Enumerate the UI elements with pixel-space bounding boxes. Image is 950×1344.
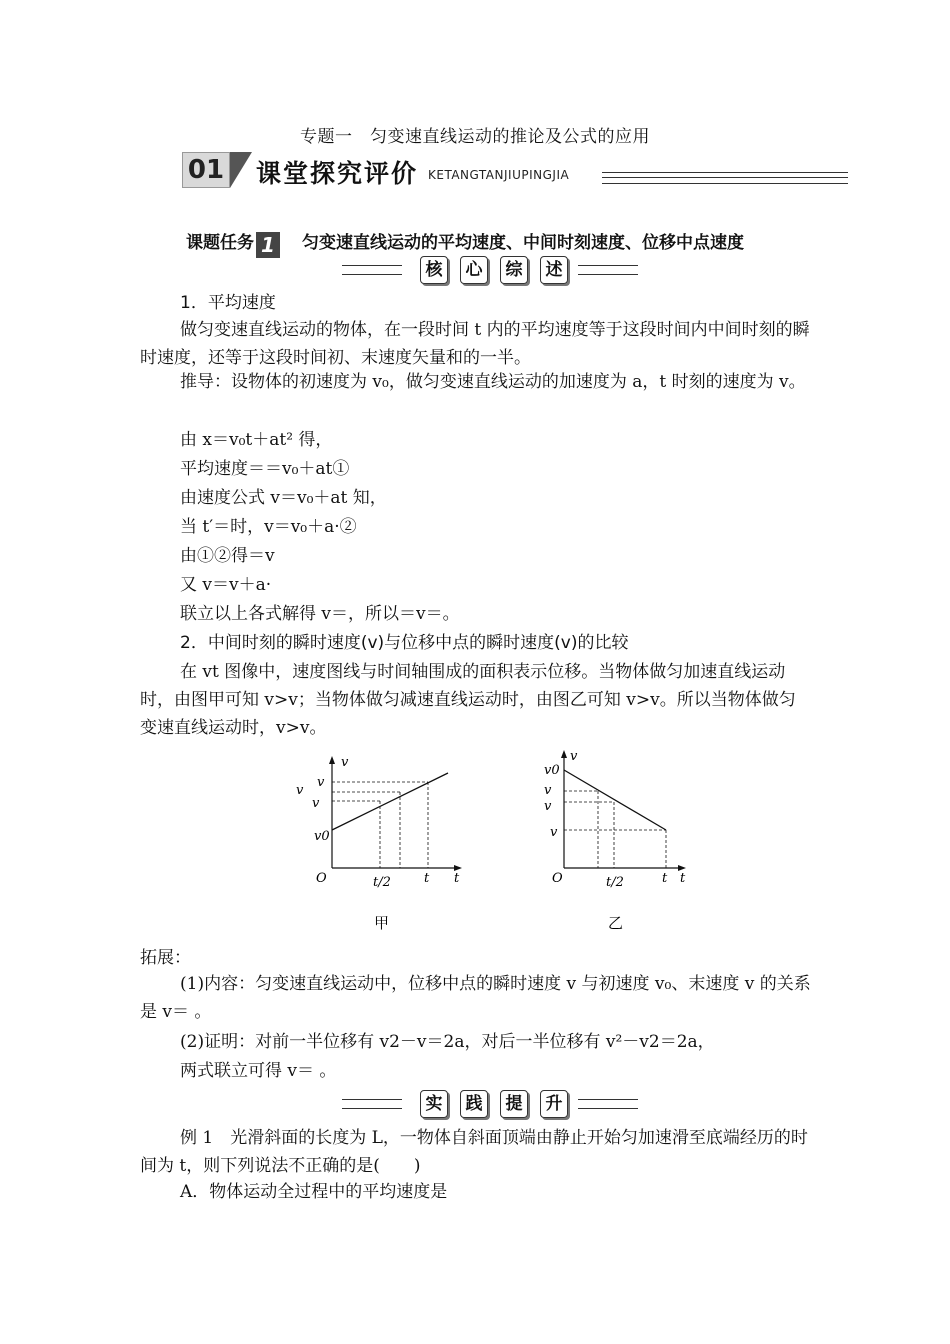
origin-label: O — [316, 871, 327, 886]
label-v-x2: v — [544, 783, 552, 798]
caption-jia: 甲 — [374, 914, 390, 932]
label-t-half: t/2 — [373, 875, 391, 890]
section-char: 核 — [420, 256, 448, 284]
label-v-t2: v — [312, 796, 320, 811]
label-v-x2: v — [296, 783, 304, 798]
paragraph: 在 vt 图像中，速度图线与时间轴围成的面积表示位移。当物体做匀加速直线运动时，由图甲可知 v>v；当物体做匀减速直线运动时，由图乙可知 v>v。所以当物体做匀变速直线运动时，v>v。 — [140, 662, 796, 738]
banner-triangle — [230, 152, 252, 188]
banner-label: 课堂探究评价 — [256, 159, 419, 188]
option-a: A．物体运动全过程中的平均速度是 — [180, 1182, 448, 1202]
label-v-t2: v — [544, 799, 552, 814]
paragraph: 推导：设物体的初速度为 v₀，做匀变速直线运动的加速度为 a，t 时刻的速度为 v。 — [180, 372, 806, 392]
label-t-half: t/2 — [606, 875, 624, 890]
section-header-practice — [342, 1090, 642, 1120]
axis-label-v: v — [570, 749, 578, 764]
heading-comparison: 2．中间时刻的瞬时速度(v)与位移中点的瞬时速度(v)的比较 — [180, 633, 629, 653]
section-rule-right — [578, 265, 638, 275]
formula-line: 由 x＝v₀t＋at² 得， — [180, 430, 333, 450]
task-text: 匀变速直线运动的平均速度、中间时刻速度、位移中点速度 — [302, 233, 744, 253]
paragraph: (2)证明：对前一半位移有 v2－v＝2a，对后一半位移有 v²－v2＝2a， — [180, 1032, 715, 1052]
page-title: 专题一 匀变速直线运动的推论及公式的应用 — [300, 127, 650, 147]
formula-line: 联立以上各式解得 v＝，所以＝v＝。 — [180, 604, 460, 624]
section-header-core — [342, 256, 642, 286]
label-v0: v0 — [314, 829, 330, 844]
section-char: 心 — [460, 256, 488, 284]
section-char: 升 — [540, 1090, 568, 1118]
figure-jia — [296, 755, 462, 932]
section-rule-left — [342, 1099, 402, 1109]
formula-line: 平均速度＝＝v₀＋at① — [180, 459, 350, 479]
section-rule-right — [578, 1099, 638, 1109]
formula-line: 又 v＝v＋a· — [180, 575, 272, 595]
task-prefix: 课题任务 — [186, 233, 254, 253]
task-badge: 1 — [256, 232, 280, 258]
axis-label-v: v — [341, 755, 349, 770]
banner-pinyin: KETANGTANJIUPINGJIA — [428, 168, 570, 182]
axis-label-t: t — [454, 871, 460, 886]
label-v: v — [317, 775, 325, 790]
heading-extension: 拓展： — [140, 948, 191, 968]
paragraph: (1)内容：匀变速直线运动中，位移中点的瞬时速度 v 与初速度 v₀、末速度 v 的关系是 v＝ 。 — [140, 974, 811, 1022]
section-rule-left — [342, 265, 402, 275]
origin-label: O — [552, 871, 563, 886]
section-char: 提 — [500, 1090, 528, 1118]
vt-figures — [286, 744, 704, 944]
example-question: 例 1 光滑斜面的长度为 L，一物体自斜面顶端由静止开始匀加速滑至底端经历的时间为 t，则下列说法不正确的是( ) — [140, 1128, 808, 1176]
label-v0: v0 — [544, 763, 560, 778]
label-t-end: t — [662, 871, 668, 886]
caption-yi: 乙 — [608, 914, 624, 932]
section-char: 述 — [540, 256, 568, 284]
banner-rule-mid — [602, 177, 848, 178]
label-t-end: t — [424, 871, 430, 886]
paragraph: 做匀变速直线运动的物体，在一段时间 t 内的平均速度等于这段时间内中间时刻的瞬时速度，还等于这段时间初、末速度矢量和的一半。 — [140, 320, 810, 368]
task-heading — [186, 228, 744, 258]
banner-number: 01 — [182, 152, 230, 188]
formula-line: 由①②得＝v — [180, 546, 275, 566]
label-v: v — [550, 825, 558, 840]
paragraph: 两式联立可得 v＝ 。 — [180, 1061, 337, 1081]
section-char: 综 — [500, 256, 528, 284]
formula-line: 由速度公式 v＝v₀＋at 知， — [180, 488, 387, 508]
formula-line: 当 t′＝时，v＝v₀＋a·② — [180, 517, 357, 537]
section-char: 践 — [460, 1090, 488, 1118]
section-banner — [178, 150, 850, 192]
heading-average-velocity: 1．平均速度 — [180, 293, 276, 313]
axis-label-t: t — [680, 871, 686, 886]
figure-yi — [544, 749, 686, 932]
section-char: 实 — [420, 1090, 448, 1118]
banner-rule — [602, 172, 848, 184]
